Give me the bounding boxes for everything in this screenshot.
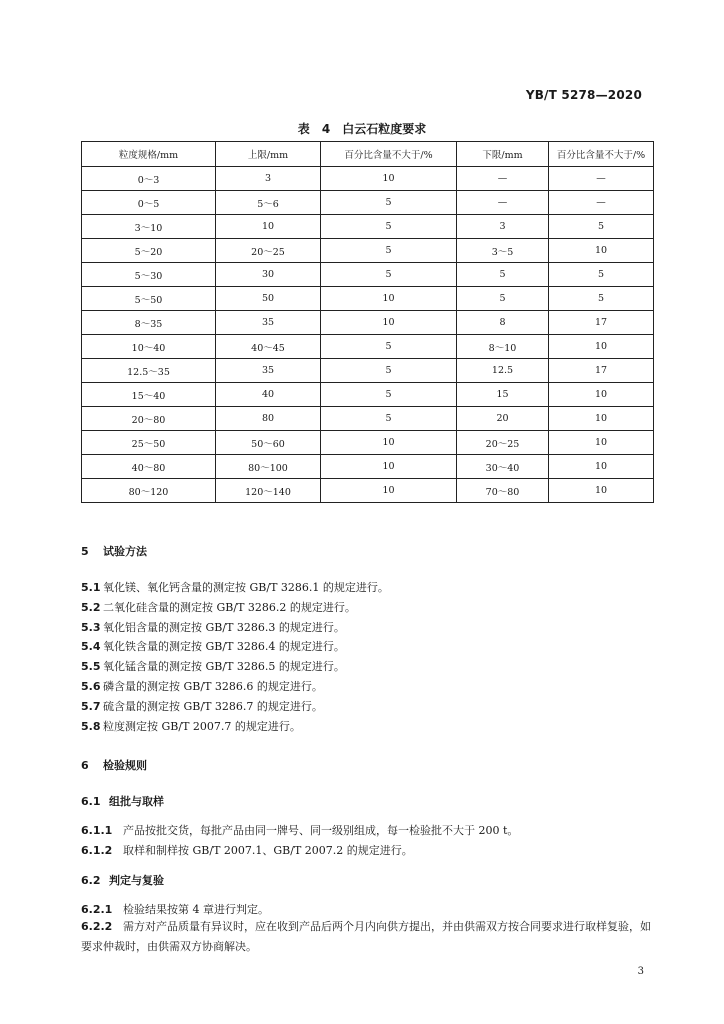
clause-text: 硫含量的测定按 GB/T 3286.7 的规定进行。 <box>103 700 323 713</box>
clause-text: 二氧化硅含量的测定按 GB/T 3286.2 的规定进行。 <box>103 601 356 614</box>
table-cell: 10～40 <box>82 335 216 359</box>
column-header: 粒度规格/mm <box>82 142 216 167</box>
clause-number: 6.1.2 <box>81 844 113 857</box>
table-cell: 5 <box>321 215 457 239</box>
table-cell: 70～80 <box>457 479 549 503</box>
table-cell: 5 <box>321 239 457 263</box>
table-cell: 10 <box>321 479 457 503</box>
clause-text: 取样和制样按 GB/T 2007.1、GB/T 2007.2 的规定进行。 <box>123 844 413 857</box>
subsection-title: 组批与取样 <box>109 795 164 808</box>
table-cell: 5～50 <box>82 287 216 311</box>
table-cell: 5 <box>321 335 457 359</box>
clause-5-5 <box>81 658 345 674</box>
table-cell: 10 <box>321 167 457 191</box>
table-cell: 10 <box>321 431 457 455</box>
clause-text: 氧化锰含量的测定按 GB/T 3286.5 的规定进行。 <box>103 660 345 673</box>
clause-6-1-2 <box>81 842 413 858</box>
table-cell: 40 <box>216 383 321 407</box>
table-cell: 8 <box>457 311 549 335</box>
clause-number: 5.8 <box>81 720 101 733</box>
clause-text: 产品按批交货，每批产品由同一牌号、同一级别组成，每一检验批不大于 200 t。 <box>123 824 519 837</box>
table-cell: 40～80 <box>82 455 216 479</box>
table-cell: 17 <box>549 311 654 335</box>
clause-number: 5.2 <box>81 601 101 614</box>
clause-number: 5.7 <box>81 700 101 713</box>
table-cell: 20～80 <box>82 407 216 431</box>
table-cell: 20～25 <box>457 431 549 455</box>
table-cell: 20 <box>457 407 549 431</box>
table-row <box>82 455 654 479</box>
table-row <box>82 383 654 407</box>
clause-6-2-2 <box>81 917 653 957</box>
table-cell: 12.5 <box>457 359 549 383</box>
table-header-row <box>82 142 654 167</box>
clause-6-2-1 <box>81 901 269 917</box>
column-header: 百分比含量不大于/% <box>549 142 654 167</box>
clause-text: 磷含量的测定按 GB/T 3286.6 的规定进行。 <box>103 680 323 693</box>
table-cell: 15 <box>457 383 549 407</box>
table-cell: 10 <box>321 311 457 335</box>
table-cell: 35 <box>216 359 321 383</box>
table-row <box>82 167 654 191</box>
table-cell: 17 <box>549 359 654 383</box>
table-cell: 10 <box>549 407 654 431</box>
clause-5-1 <box>81 579 389 595</box>
table-cell: 0～5 <box>82 191 216 215</box>
table-cell: 80～120 <box>82 479 216 503</box>
column-header: 下限/mm <box>457 142 549 167</box>
table-row <box>82 287 654 311</box>
table-cell: — <box>457 167 549 191</box>
column-header: 百分比含量不大于/% <box>321 142 457 167</box>
clause-number: 5.3 <box>81 621 101 634</box>
table-cell: 5 <box>321 191 457 215</box>
table-row <box>82 239 654 263</box>
subsection-number: 6.2 <box>81 874 101 887</box>
table-cell: 8～35 <box>82 311 216 335</box>
clause-5-3 <box>81 619 345 635</box>
table-cell: 5 <box>321 383 457 407</box>
clause-number: 5.1 <box>81 581 101 594</box>
table-row <box>82 215 654 239</box>
column-header: 上限/mm <box>216 142 321 167</box>
table-cell: 35 <box>216 311 321 335</box>
table-cell: 25～50 <box>82 431 216 455</box>
clause-text: 需方对产品质量有异议时，应在收到产品后两个月内向供方提出，并由供需双方按合同要求进行取样复验，如要求仲裁时，由供需双方协商解决。 <box>81 920 651 953</box>
table-row <box>82 191 654 215</box>
clause-number: 6.2.2 <box>81 920 113 933</box>
table-cell: 0～3 <box>82 167 216 191</box>
table-cell: 80～100 <box>216 455 321 479</box>
table-cell: — <box>549 191 654 215</box>
section-6-heading <box>81 757 147 773</box>
clause-number: 5.4 <box>81 640 101 653</box>
table-row <box>82 263 654 287</box>
page-number: 3 <box>637 966 644 977</box>
table-cell: 10 <box>216 215 321 239</box>
table-row <box>82 407 654 431</box>
subsection-6-1-heading <box>81 793 164 809</box>
table-cell: 5 <box>457 287 549 311</box>
clause-number: 5.5 <box>81 660 101 673</box>
section-number: 6 <box>81 759 89 772</box>
table-cell: 3～10 <box>82 215 216 239</box>
standard-number: YB/T 5278—2020 <box>525 88 642 102</box>
table-cell: 5～20 <box>82 239 216 263</box>
section-5-heading <box>81 543 147 559</box>
table-cell: 10 <box>549 335 654 359</box>
table-cell: 15～40 <box>82 383 216 407</box>
table-cell: 8～10 <box>457 335 549 359</box>
clause-5-2 <box>81 599 356 615</box>
clause-6-1-1 <box>81 822 518 838</box>
table-cell: 10 <box>549 239 654 263</box>
table-title: 表 4 白云石粒度要求 <box>297 122 427 136</box>
table-cell: 3 <box>216 167 321 191</box>
table-cell: 10 <box>549 431 654 455</box>
table-cell: 10 <box>321 287 457 311</box>
clause-5-8 <box>81 718 301 734</box>
section-title: 试验方法 <box>103 545 147 558</box>
table-row <box>82 479 654 503</box>
clause-5-4 <box>81 638 345 654</box>
clause-text: 氧化镁、氧化钙含量的测定按 GB/T 3286.1 的规定进行。 <box>103 581 389 594</box>
table-cell: 5 <box>549 263 654 287</box>
table-row <box>82 431 654 455</box>
table-row <box>82 335 654 359</box>
table-cell: 40～45 <box>216 335 321 359</box>
table-cell: 20～25 <box>216 239 321 263</box>
subsection-number: 6.1 <box>81 795 101 808</box>
table-cell: 30～40 <box>457 455 549 479</box>
clause-text: 氧化铝含量的测定按 GB/T 3286.3 的规定进行。 <box>103 621 345 634</box>
table-cell: 5～30 <box>82 263 216 287</box>
table-cell: 5 <box>549 287 654 311</box>
table-cell: 3 <box>457 215 549 239</box>
table-cell: 12.5～35 <box>82 359 216 383</box>
table-row <box>82 311 654 335</box>
table-cell: 5～6 <box>216 191 321 215</box>
clause-text: 氧化铁含量的测定按 GB/T 3286.4 的规定进行。 <box>103 640 345 653</box>
table-cell: — <box>549 167 654 191</box>
table-cell: 10 <box>549 383 654 407</box>
clause-text: 检验结果按第 4 章进行判定。 <box>123 903 269 916</box>
clause-number: 5.6 <box>81 680 101 693</box>
table-cell: 5 <box>457 263 549 287</box>
clause-number: 6.2.1 <box>81 903 113 916</box>
table-cell: 5 <box>549 215 654 239</box>
clause-text: 粒度测定按 GB/T 2007.7 的规定进行。 <box>103 720 301 733</box>
table-row <box>82 359 654 383</box>
granularity-table <box>81 141 654 503</box>
table-cell: 10 <box>549 479 654 503</box>
section-number: 5 <box>81 545 89 558</box>
table-cell: 120～140 <box>216 479 321 503</box>
subsection-6-2-heading <box>81 872 164 888</box>
table-cell: — <box>457 191 549 215</box>
table-cell: 30 <box>216 263 321 287</box>
table-cell: 50 <box>216 287 321 311</box>
table-cell: 5 <box>321 263 457 287</box>
table-cell: 5 <box>321 407 457 431</box>
table-cell: 3～5 <box>457 239 549 263</box>
table-cell: 50～60 <box>216 431 321 455</box>
table-cell: 5 <box>321 359 457 383</box>
table-cell: 10 <box>549 455 654 479</box>
section-title: 检验规则 <box>103 759 147 772</box>
table-cell: 80 <box>216 407 321 431</box>
table-cell: 10 <box>321 455 457 479</box>
clause-5-6 <box>81 678 323 694</box>
clause-number: 6.1.1 <box>81 824 113 837</box>
clause-5-7 <box>81 698 323 714</box>
subsection-title: 判定与复验 <box>109 874 164 887</box>
